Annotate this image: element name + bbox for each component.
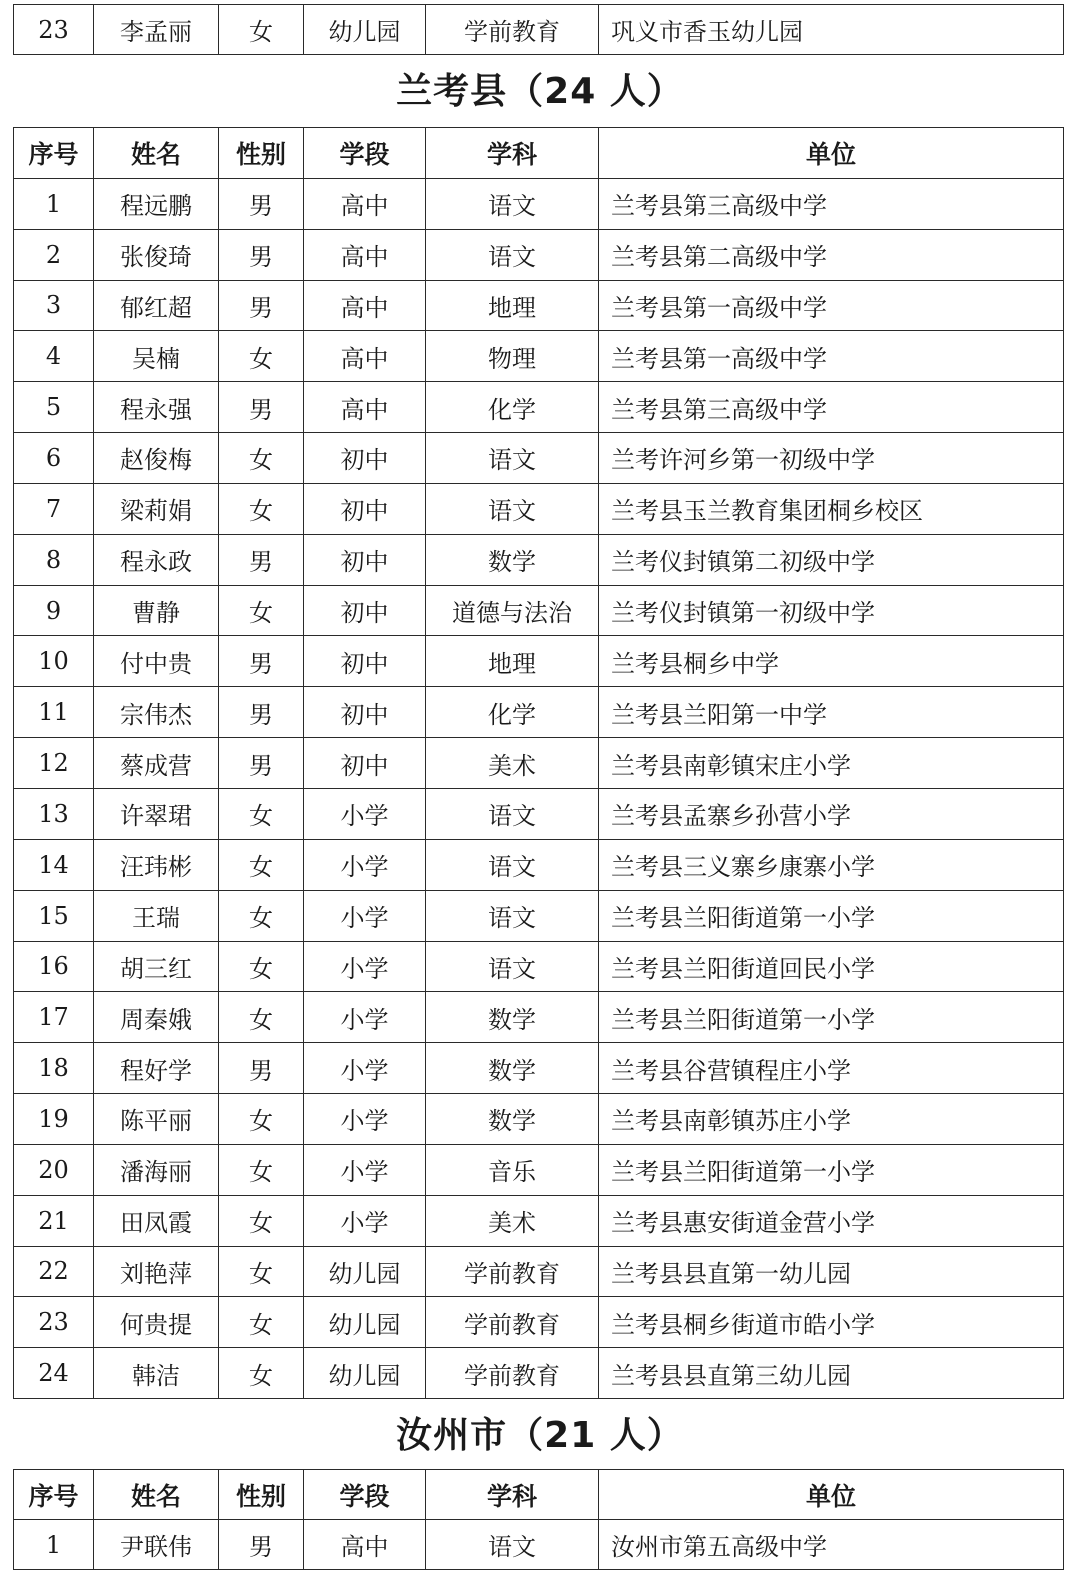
cell-no: 1 <box>14 1520 94 1570</box>
cell-stage: 高中 <box>304 382 426 433</box>
cell-subject: 学前教育 <box>426 1246 599 1297</box>
table-row <box>14 839 1064 890</box>
cell-gender: 男 <box>219 738 304 789</box>
header-name: 姓名 <box>94 1470 219 1520</box>
table-body <box>14 5 1064 55</box>
header-subject: 学科 <box>426 1470 599 1520</box>
cell-gender: 女 <box>219 5 304 55</box>
cell-name: 宗伟杰 <box>94 687 219 738</box>
cell-stage: 初中 <box>304 585 426 636</box>
cell-name: 胡三红 <box>94 941 219 992</box>
cell-name: 王瑞 <box>94 890 219 941</box>
cell-stage: 高中 <box>304 229 426 280</box>
cell-no: 9 <box>14 585 94 636</box>
cell-name: 梁莉娟 <box>94 483 219 534</box>
cell-subject: 数学 <box>426 1094 599 1145</box>
table-ruzhou <box>13 1469 1064 1570</box>
cell-gender: 男 <box>219 178 304 229</box>
table-row <box>14 382 1064 433</box>
cell-subject: 语文 <box>426 941 599 992</box>
cell-name: 吴楠 <box>94 331 219 382</box>
cell-name: 程永政 <box>94 534 219 585</box>
cell-gender: 女 <box>219 890 304 941</box>
cell-unit: 兰考县兰阳街道第一小学 <box>599 890 1064 941</box>
table-row <box>14 1348 1064 1399</box>
cell-no: 15 <box>14 890 94 941</box>
section-title-ruzhou: 汝州市（21 人） <box>396 1415 684 1456</box>
cell-subject: 美术 <box>426 738 599 789</box>
cell-gender: 女 <box>219 1195 304 1246</box>
table-header-row <box>14 1470 1064 1520</box>
cell-stage: 小学 <box>304 1043 426 1094</box>
cell-name: 张俊琦 <box>94 229 219 280</box>
table-row <box>14 992 1064 1043</box>
cell-subject: 道德与法治 <box>426 585 599 636</box>
cell-subject: 物理 <box>426 331 599 382</box>
cell-name: 郁红超 <box>94 280 219 331</box>
cell-subject: 数学 <box>426 534 599 585</box>
cell-subject: 语文 <box>426 483 599 534</box>
cell-no: 23 <box>14 1297 94 1348</box>
header-unit: 单位 <box>599 1470 1064 1520</box>
cell-gender: 女 <box>219 941 304 992</box>
section-title-lankao: 兰考县（24 人） <box>396 71 684 112</box>
cell-unit: 兰考县桐乡街道市皓小学 <box>599 1297 1064 1348</box>
cell-no: 20 <box>14 1144 94 1195</box>
cell-name: 程远鹏 <box>94 178 219 229</box>
table-row <box>14 433 1064 484</box>
cell-name: 许翠珺 <box>94 788 219 839</box>
cell-gender: 女 <box>219 839 304 890</box>
table-row <box>14 483 1064 534</box>
header-gender: 性别 <box>219 1470 304 1520</box>
cell-stage: 初中 <box>304 636 426 687</box>
cell-no: 12 <box>14 738 94 789</box>
cell-name: 程永强 <box>94 382 219 433</box>
cell-stage: 高中 <box>304 280 426 331</box>
table-row <box>14 1195 1064 1246</box>
table-row <box>14 738 1064 789</box>
cell-stage: 初中 <box>304 483 426 534</box>
cell-no: 2 <box>14 229 94 280</box>
cell-name: 周秦娥 <box>94 992 219 1043</box>
cell-name: 尹联伟 <box>94 1520 219 1570</box>
cell-no: 14 <box>14 839 94 890</box>
cell-unit: 兰考县第一高级中学 <box>599 331 1064 382</box>
table-row <box>14 1246 1064 1297</box>
cell-subject: 语文 <box>426 229 599 280</box>
header-subject: 学科 <box>426 128 599 179</box>
cell-name: 曹静 <box>94 585 219 636</box>
cell-subject: 数学 <box>426 1043 599 1094</box>
header-stage: 学段 <box>304 128 426 179</box>
cell-unit: 兰考仪封镇第二初级中学 <box>599 534 1064 585</box>
table-row <box>14 1144 1064 1195</box>
cell-name: 汪玮彬 <box>94 839 219 890</box>
cell-gender: 女 <box>219 1144 304 1195</box>
cell-subject: 化学 <box>426 382 599 433</box>
cell-unit: 兰考县第三高级中学 <box>599 178 1064 229</box>
cell-subject: 语文 <box>426 839 599 890</box>
cell-unit: 兰考仪封镇第一初级中学 <box>599 585 1064 636</box>
table-body <box>14 178 1064 1398</box>
cell-gender: 女 <box>219 992 304 1043</box>
table-lankao <box>13 127 1064 1399</box>
cell-stage: 幼儿园 <box>304 1297 426 1348</box>
cell-stage: 初中 <box>304 738 426 789</box>
table-row <box>14 5 1064 55</box>
table-gongyi-continued <box>13 4 1064 55</box>
cell-subject: 学前教育 <box>426 1297 599 1348</box>
table-row <box>14 1094 1064 1145</box>
table-row <box>14 1520 1064 1570</box>
cell-stage: 高中 <box>304 331 426 382</box>
table-row <box>14 687 1064 738</box>
cell-name: 潘海丽 <box>94 1144 219 1195</box>
table-body <box>14 1520 1064 1570</box>
cell-gender: 女 <box>219 585 304 636</box>
cell-name: 付中贵 <box>94 636 219 687</box>
cell-no: 4 <box>14 331 94 382</box>
cell-stage: 初中 <box>304 687 426 738</box>
cell-gender: 女 <box>219 1297 304 1348</box>
cell-gender: 女 <box>219 1246 304 1297</box>
cell-no: 16 <box>14 941 94 992</box>
cell-gender: 男 <box>219 1520 304 1570</box>
cell-no: 7 <box>14 483 94 534</box>
cell-gender: 女 <box>219 1348 304 1399</box>
cell-stage: 小学 <box>304 890 426 941</box>
cell-subject: 地理 <box>426 280 599 331</box>
cell-unit: 兰考县谷营镇程庄小学 <box>599 1043 1064 1094</box>
cell-subject: 语文 <box>426 1520 599 1570</box>
cell-subject: 化学 <box>426 687 599 738</box>
cell-subject: 语文 <box>426 788 599 839</box>
cell-unit: 兰考县兰阳街道回民小学 <box>599 941 1064 992</box>
cell-name: 赵俊梅 <box>94 433 219 484</box>
cell-no: 17 <box>14 992 94 1043</box>
cell-unit: 兰考县南彰镇宋庄小学 <box>599 738 1064 789</box>
header-no: 序号 <box>14 1470 94 1520</box>
cell-unit: 兰考县第三高级中学 <box>599 382 1064 433</box>
header-name: 姓名 <box>94 128 219 179</box>
cell-unit: 兰考县兰阳街道第一小学 <box>599 992 1064 1043</box>
cell-gender: 女 <box>219 331 304 382</box>
table-row <box>14 585 1064 636</box>
cell-gender: 男 <box>219 229 304 280</box>
cell-stage: 小学 <box>304 941 426 992</box>
cell-no: 11 <box>14 687 94 738</box>
header-gender: 性别 <box>219 128 304 179</box>
cell-unit: 兰考县惠安街道金营小学 <box>599 1195 1064 1246</box>
table-row <box>14 941 1064 992</box>
cell-no: 23 <box>14 5 94 55</box>
cell-subject: 语文 <box>426 178 599 229</box>
table-row <box>14 178 1064 229</box>
cell-no: 22 <box>14 1246 94 1297</box>
cell-name: 何贵提 <box>94 1297 219 1348</box>
cell-no: 21 <box>14 1195 94 1246</box>
cell-stage: 初中 <box>304 433 426 484</box>
cell-stage: 小学 <box>304 839 426 890</box>
cell-unit: 兰考县兰阳第一中学 <box>599 687 1064 738</box>
cell-stage: 幼儿园 <box>304 1246 426 1297</box>
table-row <box>14 229 1064 280</box>
table-row <box>14 890 1064 941</box>
cell-name: 蔡成营 <box>94 738 219 789</box>
table-row <box>14 1297 1064 1348</box>
cell-no: 5 <box>14 382 94 433</box>
cell-no: 8 <box>14 534 94 585</box>
table-header-row <box>14 128 1064 179</box>
table-row <box>14 534 1064 585</box>
cell-unit: 兰考县玉兰教育集团桐乡校区 <box>599 483 1064 534</box>
cell-unit: 兰考许河乡第一初级中学 <box>599 433 1064 484</box>
cell-stage: 幼儿园 <box>304 5 426 55</box>
cell-subject: 音乐 <box>426 1144 599 1195</box>
cell-gender: 女 <box>219 788 304 839</box>
cell-no: 19 <box>14 1094 94 1145</box>
cell-stage: 小学 <box>304 992 426 1043</box>
cell-unit: 汝州市第五高级中学 <box>599 1520 1064 1570</box>
cell-name: 李孟丽 <box>94 5 219 55</box>
cell-no: 18 <box>14 1043 94 1094</box>
cell-stage: 小学 <box>304 1144 426 1195</box>
cell-unit: 巩义市香玉幼儿园 <box>599 5 1064 55</box>
cell-unit: 兰考县兰阳街道第一小学 <box>599 1144 1064 1195</box>
cell-gender: 男 <box>219 382 304 433</box>
cell-gender: 男 <box>219 636 304 687</box>
cell-name: 田凤霞 <box>94 1195 219 1246</box>
cell-stage: 初中 <box>304 534 426 585</box>
cell-unit: 兰考县县直第一幼儿园 <box>599 1246 1064 1297</box>
table-row <box>14 636 1064 687</box>
cell-stage: 小学 <box>304 788 426 839</box>
cell-unit: 兰考县三义寨乡康寨小学 <box>599 839 1064 890</box>
cell-subject: 学前教育 <box>426 5 599 55</box>
cell-gender: 男 <box>219 534 304 585</box>
table-row <box>14 788 1064 839</box>
header-no: 序号 <box>14 128 94 179</box>
cell-no: 24 <box>14 1348 94 1399</box>
cell-unit: 兰考县第一高级中学 <box>599 280 1064 331</box>
cell-subject: 美术 <box>426 1195 599 1246</box>
cell-gender: 男 <box>219 280 304 331</box>
table-row <box>14 1043 1064 1094</box>
cell-gender: 男 <box>219 1043 304 1094</box>
cell-subject: 语文 <box>426 433 599 484</box>
cell-stage: 小学 <box>304 1195 426 1246</box>
table-row <box>14 280 1064 331</box>
cell-stage: 小学 <box>304 1094 426 1145</box>
cell-unit: 兰考县县直第三幼儿园 <box>599 1348 1064 1399</box>
table-row <box>14 331 1064 382</box>
cell-no: 1 <box>14 178 94 229</box>
cell-gender: 女 <box>219 433 304 484</box>
cell-name: 刘艳萍 <box>94 1246 219 1297</box>
cell-name: 韩洁 <box>94 1348 219 1399</box>
cell-stage: 高中 <box>304 1520 426 1570</box>
header-unit: 单位 <box>599 128 1064 179</box>
cell-no: 3 <box>14 280 94 331</box>
cell-unit: 兰考县孟寨乡孙营小学 <box>599 788 1064 839</box>
cell-subject: 地理 <box>426 636 599 687</box>
cell-gender: 女 <box>219 1094 304 1145</box>
cell-unit: 兰考县第二高级中学 <box>599 229 1064 280</box>
cell-subject: 语文 <box>426 890 599 941</box>
cell-gender: 女 <box>219 483 304 534</box>
cell-gender: 男 <box>219 687 304 738</box>
cell-stage: 高中 <box>304 178 426 229</box>
cell-no: 6 <box>14 433 94 484</box>
cell-no: 10 <box>14 636 94 687</box>
cell-subject: 数学 <box>426 992 599 1043</box>
cell-unit: 兰考县南彰镇苏庄小学 <box>599 1094 1064 1145</box>
cell-stage: 幼儿园 <box>304 1348 426 1399</box>
cell-name: 程好学 <box>94 1043 219 1094</box>
cell-subject: 学前教育 <box>426 1348 599 1399</box>
cell-name: 陈平丽 <box>94 1094 219 1145</box>
cell-unit: 兰考县桐乡中学 <box>599 636 1064 687</box>
cell-no: 13 <box>14 788 94 839</box>
header-stage: 学段 <box>304 1470 426 1520</box>
